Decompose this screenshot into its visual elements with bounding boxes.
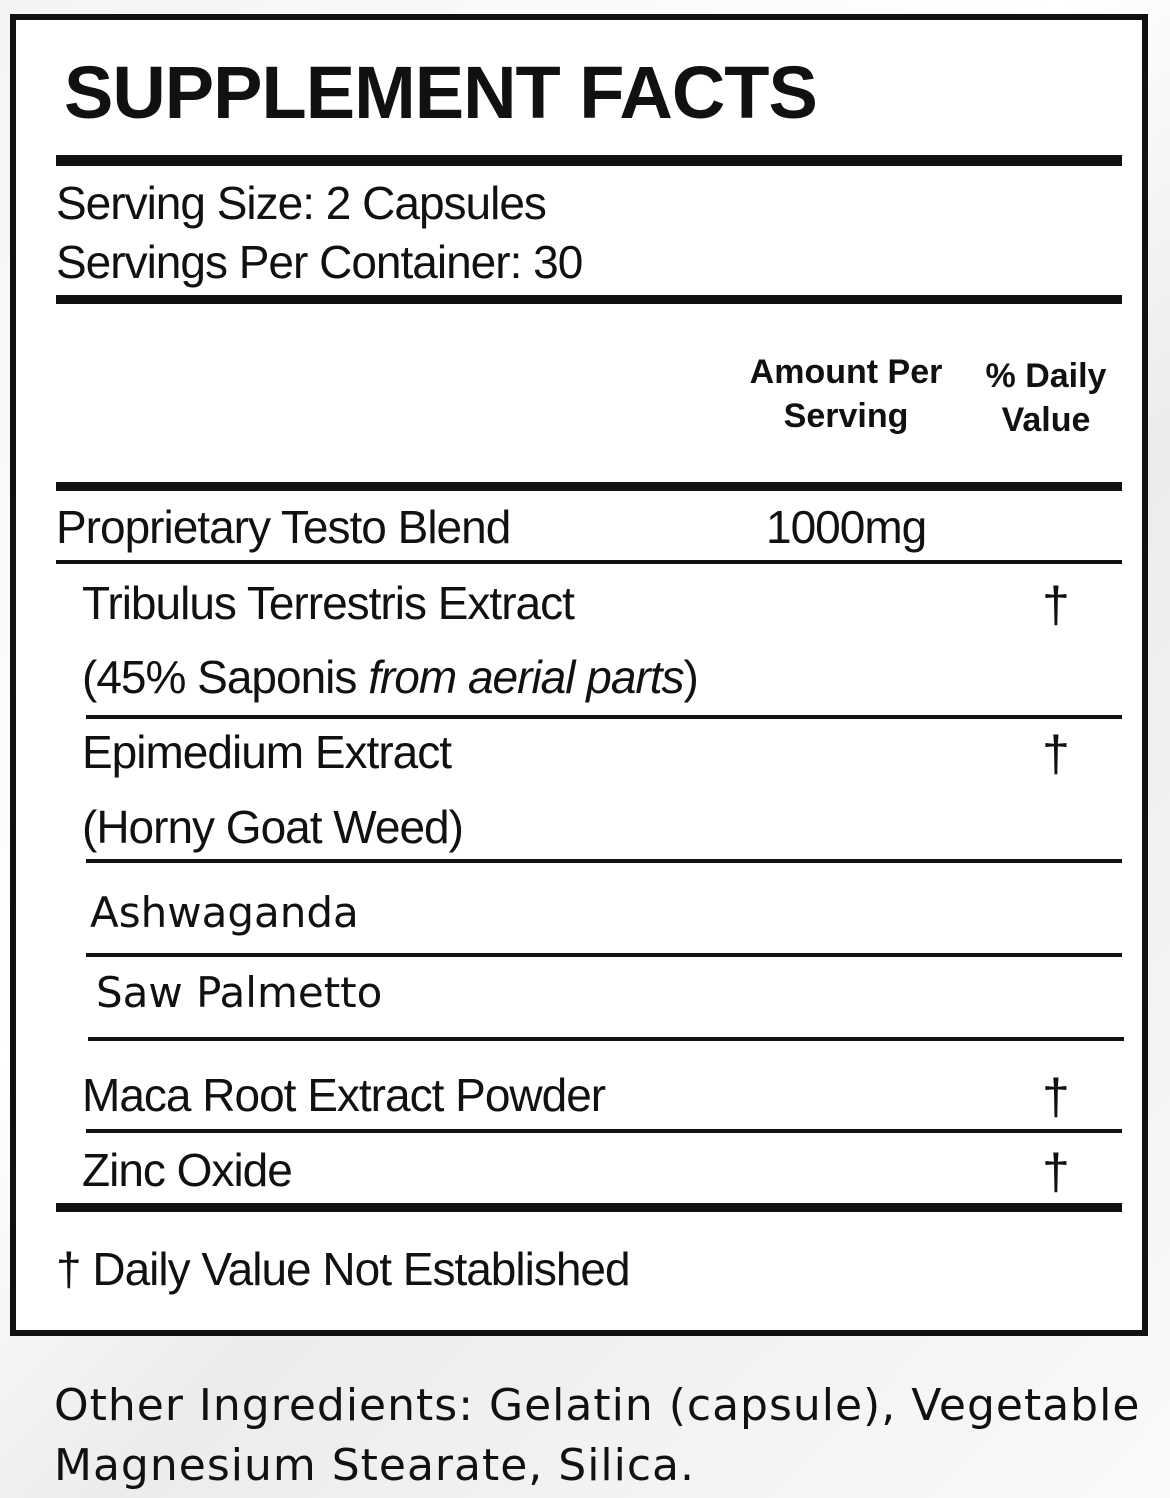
- ingredient-ashwaganda: Ashwaganda: [90, 888, 359, 937]
- ingredient-tribulus-detail: (45% Saponis from aerial parts): [82, 651, 698, 703]
- divider-thick: [56, 482, 1122, 491]
- footnote: † Daily Value Not Established: [56, 1243, 630, 1295]
- divider-thin: [88, 1037, 1124, 1041]
- ingredient-epimedium: Epimedium Extract: [82, 726, 452, 778]
- divider-thin: [86, 953, 1122, 957]
- divider-thick: [56, 295, 1122, 304]
- divider-thick: [56, 1203, 1122, 1212]
- daily-value-header-line2: Value: [1001, 401, 1091, 439]
- other-ingredients: Other Ingredients: Gelatin (capsule), Vegetable Magnesium Stearate, Silica.: [54, 1380, 1141, 1491]
- amount-header: [736, 350, 956, 438]
- blend-name: Proprietary Testo Blend: [56, 501, 511, 553]
- ingredient-epimedium-detail: (Horny Goat Weed): [82, 801, 463, 853]
- ingredient-maca: Maca Root Extract Powder: [82, 1069, 606, 1121]
- daily-value-header-line1: % Daily: [985, 357, 1107, 395]
- panel-title: SUPPLEMENT FACTS: [64, 51, 817, 134]
- blend-amount: 1000mg: [766, 501, 927, 553]
- divider-thick: [56, 155, 1122, 166]
- amount-header-line2: Serving: [783, 397, 909, 435]
- dagger-tribulus: †: [1042, 577, 1070, 633]
- divider-thin: [86, 859, 1122, 863]
- dagger-maca: †: [1042, 1069, 1070, 1125]
- supplement-facts-panel: [10, 14, 1148, 1336]
- dagger-zinc: †: [1042, 1144, 1070, 1200]
- ingredient-zinc: Zinc Oxide: [82, 1144, 292, 1196]
- divider-thin: [56, 560, 1122, 564]
- serving-size: Serving Size: 2 Capsules: [56, 177, 546, 229]
- daily-value-header: [971, 354, 1121, 442]
- servings-per-container: Servings Per Container: 30: [56, 236, 583, 288]
- ingredient-tribulus: Tribulus Terrestris Extract: [82, 577, 574, 629]
- divider-thin: [86, 715, 1122, 719]
- divider-thin: [86, 1129, 1122, 1133]
- amount-header-line1: Amount Per: [749, 353, 943, 391]
- ingredient-saw-palmetto: Saw Palmetto: [96, 968, 383, 1017]
- dagger-epimedium: †: [1042, 726, 1070, 782]
